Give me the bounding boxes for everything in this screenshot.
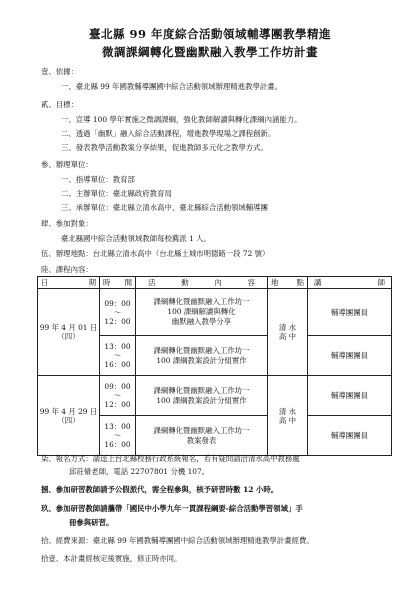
header-place: 地 點: [268, 277, 308, 289]
table-row: [38, 289, 392, 336]
approval-note: 拾壹、本計畫經核定後實施，修正時亦同。: [41, 554, 182, 563]
teacher-cell: 輔導團團員: [308, 289, 392, 336]
basis-heading: 壹、依據：: [41, 67, 78, 76]
time-cell: 13：00 ～ 16：00: [100, 336, 136, 376]
units-heading: 參、辦理單位：: [41, 160, 93, 169]
place-cell: 清 水 高 中: [268, 376, 308, 456]
goal-item: 一、宣導 100 學年實施之微調課綱，強化教師解讀與轉化課綱內涵能力。: [61, 115, 302, 124]
registration-note-cont: 邱莊脩老師，電話 22707801 分機 107。: [69, 467, 210, 476]
time-cell: 13：00 ～ 16：00: [100, 416, 136, 456]
basis-item: 一、臺北縣 99 年國教輔導團國中綜合活動領域辦理精進教學計畫。: [61, 82, 283, 91]
activity-cell: 課綱轉化暨幽默融入工作坊一 100 課綱教案設計分組實作: [136, 336, 268, 376]
place-cell: 清 水 高 中: [268, 289, 308, 376]
document-title: 臺北縣 99 年度綜合活動領域輔導團教學精進: [88, 27, 331, 41]
activity-cell: 課綱轉化暨幽默融入工作坊一 100 課綱教案設計分組實作: [136, 376, 268, 416]
date-cell: 99 年 4 月 01 日 （四）: [38, 289, 100, 376]
target-item: 臺北縣國中綜合活動領域教師每校薦派 1 人。: [61, 234, 211, 243]
header-time: 時 間: [100, 277, 136, 289]
unit-item: 一、指導單位：教育部: [61, 175, 135, 184]
time-cell: 09：00 ～ 12：00: [100, 376, 136, 416]
activity-cell: 課綱轉化暨幽默融入工作坊一 教案發表: [136, 416, 268, 456]
teacher-cell: 輔導團團員: [308, 336, 392, 376]
activity-cell: 課綱轉化暨幽默融入工作坊一 100 課綱解讀與轉化 幽默融入教學分享: [136, 289, 268, 336]
table-row: [38, 376, 392, 416]
teacher-cell: 輔導團團員: [308, 416, 392, 456]
goal-item: 二、透過「幽默」融入綜合活動課程，增進教學現場之課程創新。: [61, 129, 276, 138]
goals-heading: 貳、目標：: [41, 100, 78, 109]
materials-note-cont: 冊參與研習。: [69, 518, 114, 527]
schedule-table: [37, 276, 392, 456]
target-heading: 肆、參加對象：: [41, 219, 93, 228]
materials-note: 玖、參加研習教師請攜帶「國民中小學九年一貫課程綱要-綜合活動學習領域」手: [41, 504, 303, 513]
goal-item: 三、發表教學活動教案分享結果，促進教師多元化之教學方式。: [61, 143, 268, 152]
header-activity: 活 動 內 容: [136, 277, 268, 289]
table-header-row: [38, 277, 392, 289]
location-line: 伍、辦理地點：台北縣立清水高中（台北縣土城市明德路一段 72 號）: [41, 249, 270, 258]
time-cell: 09：00 ～ 12：00: [100, 289, 136, 336]
teacher-cell: 輔導團團員: [308, 376, 392, 416]
attendance-note: 捌、參加研習教師請予公假派代，需全程參與，核予研習時數 12 小時。: [41, 485, 279, 494]
document-subtitle: 微調課綱轉化暨幽默融入教學工作坊計畫: [102, 45, 318, 59]
unit-item: 三、承辦單位：臺北縣立清水高中、臺北縣綜合活動領域輔導團: [61, 203, 268, 212]
schedule-heading: 陸、課程內容：: [41, 265, 93, 274]
registration-note: 柒、報名方式：請逕上台北縣校務行政系統報名，若有疑問請洽清水高中教務處: [41, 454, 300, 463]
header-teacher: 講 師: [308, 277, 392, 289]
funding-note: 拾、經費來源：臺北縣 99 年國教輔導團國中綜合活動領域辦理精進教學計畫經費。: [41, 536, 314, 545]
unit-item: 二、主辦單位：臺北縣政府教育局: [61, 189, 172, 198]
header-date: 日 期: [38, 277, 100, 289]
date-cell: 99 年 4 月 29 日 （四）: [38, 376, 100, 456]
